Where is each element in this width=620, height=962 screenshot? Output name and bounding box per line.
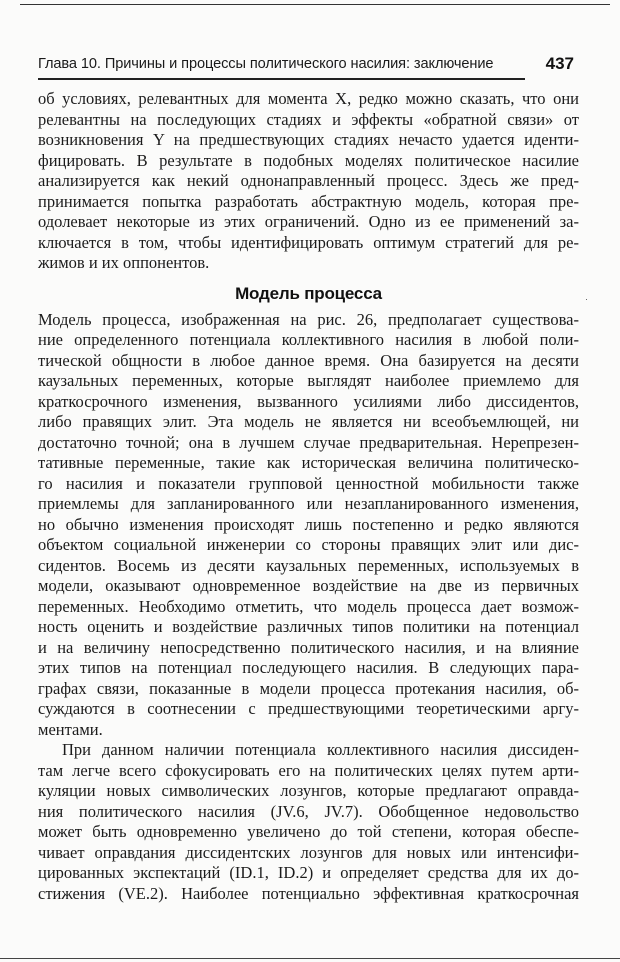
text-line: ния политического насилия (JV.6, JV.7). Обобщенное недовольство bbox=[38, 801, 579, 821]
text-line: чивает оправдания диссидентских лозунгов для новых или интенсифи- bbox=[38, 842, 579, 862]
text-line: жимов и их оппонентов. bbox=[38, 253, 210, 272]
text-line: тативные переменные, такие как историческая величина политическо- bbox=[38, 453, 579, 472]
text-line: может быть одновременно увеличено до той степени, которая обеспе- bbox=[38, 822, 579, 841]
text-line: переменных. Необходимо отметить, что модель процесса дает возмож- bbox=[38, 596, 579, 616]
text-line: одолевает некоторые из этих ограничений. Одно из ее применений за- bbox=[38, 212, 579, 231]
text-line: куляции новых символических лозунгов, которые предлагают оправда- bbox=[38, 781, 579, 800]
text-line: го насилия и показатели групповой ценностной мобильности также bbox=[38, 473, 579, 493]
page-number: 437 bbox=[545, 54, 574, 73]
text-line: там легче всего сфокусировать его на политических целях путем арти- bbox=[38, 760, 579, 780]
section-heading: Модель процесса bbox=[235, 283, 382, 303]
text-line: ключается в том, чтобы идентифицировать оптимум стратегий для ре- bbox=[38, 232, 579, 252]
text-line: и на величину непосредственно политического насилия, и на влияние bbox=[38, 637, 579, 657]
text-line: сидентов. Восемь из десяти каузальных переменных, используемых в bbox=[38, 555, 579, 575]
text-line: ность оценить и воздействие различных типов политики на потенциал bbox=[38, 617, 579, 636]
text-line: цированных экспектаций (ID.1, ID.2) и определяет средства для их до- bbox=[38, 863, 579, 882]
bottom-edge-rule bbox=[0, 958, 620, 959]
margin-mark bbox=[586, 299, 587, 300]
text-line: возникновения Y на предшествующих стадиях нечасто удается иденти- bbox=[38, 130, 579, 149]
text-line: каузальных переменных, которые выглядят наиболее приемлемо для bbox=[38, 371, 579, 390]
text-line: но обычно изменения происходят лишь постепенно и редко являются bbox=[38, 514, 579, 534]
text-line: фицировать. В результате в подобных моделях политическое насилие bbox=[38, 150, 579, 170]
text-line: При данном наличии потенциала коллективного насилия диссиден- bbox=[62, 740, 579, 759]
paragraph-process-model bbox=[38, 310, 579, 741]
text-line: объектом социальной инженерии со стороны правящих элит или дис- bbox=[38, 535, 579, 554]
text-line: модели, оказывают одновременное воздействие на две из первичных bbox=[38, 576, 579, 595]
text-line: Модель процесса, изображенная на рис. 26, предполагает существова- bbox=[38, 309, 579, 329]
paragraph-intro bbox=[38, 89, 579, 274]
text-line: ние определенного потенциала коллективного насилия в любой поли- bbox=[38, 330, 579, 349]
text-line: стижения (VE.2). Наиболее потенциально эффективная краткосрочная bbox=[38, 883, 579, 903]
text-line: об условиях, релевантных для момента X, редко можно сказать, что они bbox=[38, 89, 579, 108]
running-head: Глава 10. Причины и процессы политического насилия: заключение bbox=[38, 56, 494, 72]
paragraph-dissidents bbox=[38, 740, 579, 904]
text-line: приемлемы для запланированного или незапланированного изменения, bbox=[38, 494, 579, 513]
text-line: релевантны на последующих стадиях и эффекты «обратной связи» от bbox=[38, 109, 579, 129]
text-line: графах связи, показанные в модели процесса протекания насилия, об- bbox=[38, 678, 579, 698]
header-rule bbox=[38, 78, 525, 80]
text-line: суждаются в соотнесении с предшествующими теоретическими аргу- bbox=[38, 699, 579, 718]
text-line: тической общности в любое данное время. Она базируется на десяти bbox=[38, 350, 579, 370]
text-line: достаточно точной; она в лучшем случае предварительная. Нерепрезен- bbox=[38, 432, 579, 452]
text-line: этих типов на потенциал последующего насилия. В следующих пара- bbox=[38, 658, 579, 677]
text-line: ментами. bbox=[38, 719, 103, 739]
top-edge-rule bbox=[20, 4, 610, 5]
page-header bbox=[38, 54, 578, 80]
text-line: принимается попытка разработать абстрактную модель, которая пре- bbox=[38, 191, 579, 211]
text-line: анализируется как некий однонаправленный процесс. Здесь же пред- bbox=[38, 171, 579, 190]
text-line: краткосрочного изменения, вызванного усилиями либо диссидентов, bbox=[38, 391, 579, 411]
body-text bbox=[38, 89, 579, 904]
text-line: либо правящих элит. Эта модель не является ни всеобъемлющей, ни bbox=[38, 412, 579, 431]
